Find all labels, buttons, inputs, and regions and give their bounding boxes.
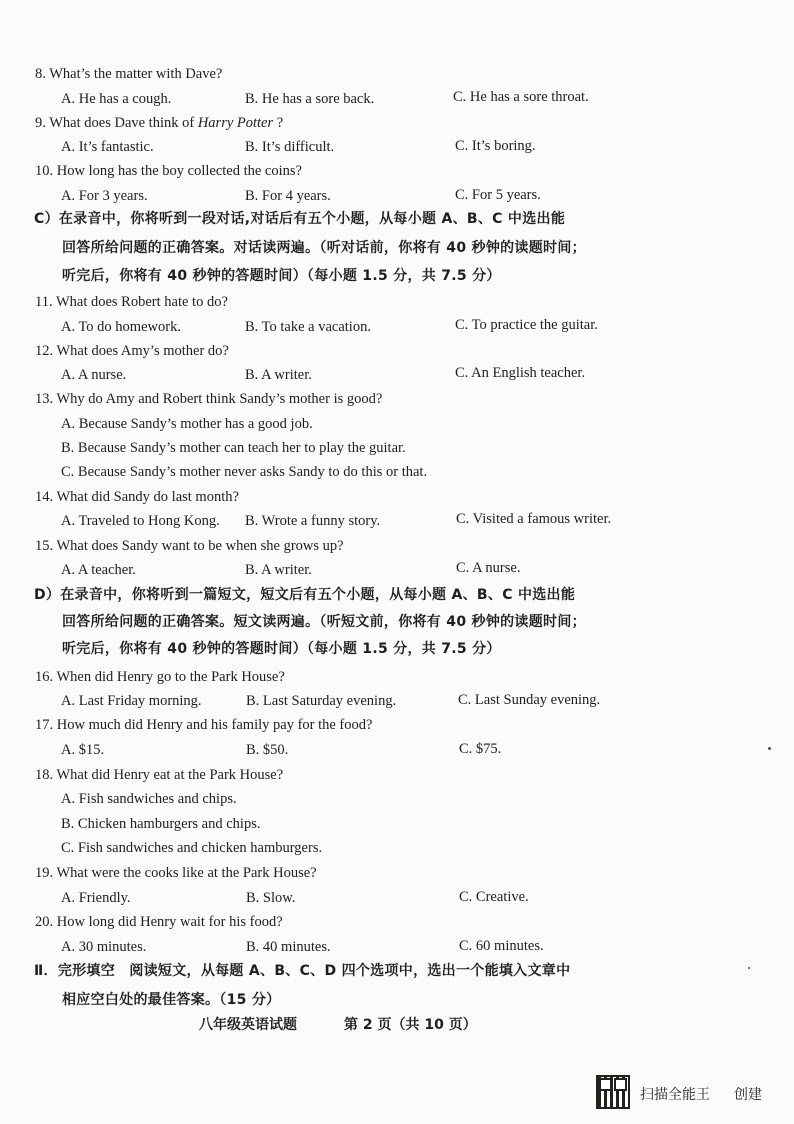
question-15: 15. What does Sandy want to be when she grows up?	[35, 538, 344, 554]
section-c-line-1: C）在录音中，你将听到一段对话,对话后有五个小题，从每小题 A、B、C 中选出能	[34, 211, 566, 227]
question-14: 14. What did Sandy do last month?	[35, 489, 239, 505]
option-20a: A. 30 minutes.	[61, 939, 147, 955]
option-19a: A. Friendly.	[61, 890, 131, 906]
option-11c: C. To practice the guitar.	[455, 317, 598, 333]
question-10: 10. How long has the boy collected the coins?	[35, 163, 302, 179]
question-16: 16. When did Henry go to the Park House?	[35, 669, 285, 685]
scan-speck	[748, 967, 750, 969]
option-17b: B. $50.	[246, 742, 289, 758]
option-12a: A. A nurse.	[61, 367, 127, 383]
option-11a: A. To do homework.	[61, 319, 181, 335]
section-d-line-2: 回答所给问题的正确答案。短文读两遍。（听短文前，你将有 40 秒钟的读题时间；	[62, 614, 586, 630]
option-16a: A. Last Friday morning.	[61, 693, 202, 709]
question-9-mark: ?	[273, 115, 284, 131]
option-14c: C. Visited a famous writer.	[456, 511, 612, 527]
option-18c: C. Fish sandwiches and chicken hamburgers.	[61, 840, 323, 856]
footer-page-number: 第 2 页（共 10 页）	[344, 1017, 477, 1033]
option-18a: A. Fish sandwiches and chips.	[61, 791, 237, 807]
question-13: 13. Why do Amy and Robert think Sandy’s mother is good?	[35, 391, 383, 407]
option-10c: C. For 5 years.	[455, 187, 541, 203]
option-15c: C. A nurse.	[456, 560, 521, 576]
option-15b: B. A writer.	[245, 562, 312, 578]
option-14a: A. Traveled to Hong Kong.	[61, 513, 220, 529]
option-17a: A. $15.	[61, 742, 105, 758]
question-18: 18. What did Henry eat at the Park House?	[35, 767, 284, 783]
question-11: 11. What does Robert hate to do?	[35, 294, 228, 310]
option-8b: B. He has a sore back.	[245, 91, 375, 107]
option-8c: C. He has a sore throat.	[453, 89, 589, 105]
footer-subject: 八年级英语试题	[199, 1017, 297, 1033]
option-13a: A. Because Sandy’s mother has a good job.	[61, 416, 313, 432]
option-19c: C. Creative.	[459, 889, 529, 905]
option-19b: B. Slow.	[246, 890, 296, 906]
question-9-text: 9. What does Dave think of	[35, 115, 198, 131]
section-c-line-2: 回答所给问题的正确答案。对话读两遍。（听对话前，你将有 40 秒钟的读题时间；	[62, 240, 586, 256]
scan-speck	[768, 747, 771, 750]
option-8a: A. He has a cough.	[61, 91, 172, 107]
question-12: 12. What does Amy’s mother do?	[35, 343, 229, 359]
section-ii-line-1: Ⅱ．完形填空 阅读短文，从每题 A、B、C、D 四个选项中，选出一个能填入文章中	[34, 963, 571, 979]
watermark-app-name: 扫描全能王	[640, 1087, 710, 1103]
question-19: 19. What were the cooks like at the Park House?	[35, 865, 317, 881]
option-16c: C. Last Sunday evening.	[458, 692, 601, 708]
option-13b: B. Because Sandy’s mother can teach her to play the guitar.	[61, 440, 406, 456]
option-20c: C. 60 minutes.	[459, 938, 544, 954]
option-10a: A. For 3 years.	[61, 188, 148, 204]
option-14b: B. Wrote a funny story.	[245, 513, 381, 529]
section-d-line-1: D）在录音中，你将听到一篇短文，短文后有五个小题，从每小题 A、B、C 中选出能	[34, 587, 576, 603]
option-20b: B. 40 minutes.	[246, 939, 331, 955]
question-8: 8. What’s the matter with Dave?	[35, 66, 223, 82]
option-10b: B. For 4 years.	[245, 188, 331, 204]
section-ii-line-2: 相应空白处的最佳答案。（15 分）	[62, 992, 281, 1008]
option-16b: B. Last Saturday evening.	[246, 693, 397, 709]
option-9c: C. It’s boring.	[455, 138, 536, 154]
question-20: 20. How long did Henry wait for his food?	[35, 914, 283, 930]
section-d-line-3: 听完后，你将有 40 秒钟的答题时间）（每小题 1.5 分，共 7.5 分）	[62, 641, 501, 657]
option-13c: C. Because Sandy’s mother never asks Sandy to do this or that.	[61, 464, 428, 480]
question-17: 17. How much did Henry and his family pay for the food?	[35, 717, 373, 733]
qr-code-icon	[596, 1075, 630, 1109]
option-11b: B. To take a vacation.	[245, 319, 371, 335]
question-9-title: Harry Potter	[197, 115, 274, 131]
watermark-action: 创建	[734, 1087, 762, 1103]
option-9a: A. It’s fantastic.	[61, 139, 154, 155]
option-18b: B. Chicken hamburgers and chips.	[61, 816, 261, 832]
section-c-line-3: 听完后，你将有 40 秒钟的答题时间）（每小题 1.5 分，共 7.5 分）	[62, 268, 501, 284]
option-17c: C. $75.	[459, 741, 502, 757]
question-9	[35, 114, 283, 132]
option-15a: A. A teacher.	[61, 562, 136, 578]
option-12b: B. A writer.	[245, 367, 312, 383]
option-9b: B. It’s difficult.	[245, 139, 335, 155]
option-12c: C. An English teacher.	[455, 365, 586, 381]
